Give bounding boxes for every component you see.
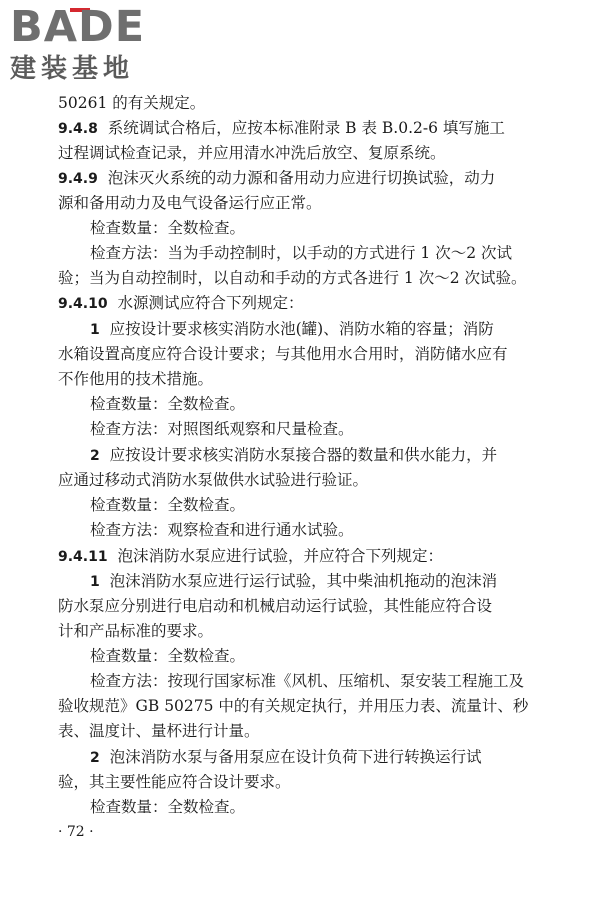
inspection-method: 检查方法：当为手动控制时，以手动的方式进行 1 次～2 次试 [90, 244, 513, 262]
item-1 [90, 318, 578, 341]
clause-number: 9.4.10 [58, 296, 108, 312]
item-number: 1 [90, 574, 100, 590]
clause-number: 9.4.8 [58, 121, 98, 137]
clause-text: 水源测试应符合下列规定： [117, 294, 304, 312]
clause-9-4-9 [58, 167, 578, 190]
inspection-quantity: 检查数量：全数检查。 [90, 219, 246, 237]
clause-9-4-11 [58, 545, 578, 568]
clause-number: 9.4.11 [58, 549, 108, 565]
inspection-quantity: 检查数量：全数检查。 [90, 496, 246, 514]
text-line: 源和备用动力及电气设备运行应正常。 [58, 194, 322, 212]
logo-subtitle: 建装基地 [10, 54, 135, 84]
inspection-quantity: 检查数量：全数检查。 [90, 798, 246, 816]
text-line: 应通过移动式消防水泵做供水试验进行验证。 [58, 471, 369, 489]
inspection-quantity: 检查数量：全数检查。 [90, 395, 246, 413]
clause-9-4-10 [58, 292, 578, 315]
clause-text: 系统调试合格后，应按本标准附录 B 表 B.0.2-6 填写施工 [107, 119, 505, 137]
item-text: 泡沫消防水泵与备用泵应在设计负荷下进行转换运行试 [109, 748, 482, 766]
clause-number: 9.4.9 [58, 171, 98, 187]
text-line: 验；当为自动控制时，以自动和手动的方式各进行 1 次～2 次试验。 [58, 269, 527, 287]
inspection-method: 检查方法：按现行国家标准《风机、压缩机、泵安装工程施工及 [90, 672, 525, 690]
item-number: 2 [90, 750, 100, 766]
text-line: 验收规范》GB 50275 中的有关规定执行，并用压力表、流量计、秒 [58, 697, 529, 715]
clause-9-4-8 [58, 117, 578, 140]
text-line: 表、温度计、量杯进行计量。 [58, 722, 260, 740]
text-line: 不作他用的技术措施。 [58, 370, 214, 388]
item-2 [90, 444, 578, 467]
text-line: 防水泵应分别进行电启动和机械启动运行试验，其性能应符合设 [58, 597, 493, 615]
clause-text: 泡沫消防水泵应进行试验，并应符合下列规定： [117, 547, 443, 565]
inspection-method: 检查方法：对照图纸观察和尺量检查。 [90, 420, 354, 438]
text-line: 50261 的有关规定。 [58, 94, 206, 112]
item-number: 2 [90, 448, 100, 464]
item-text: 泡沫消防水泵应进行运行试验，其中柴油机拖动的泡沫消 [109, 572, 498, 590]
clause-text: 泡沫灭火系统的动力源和备用动力应进行切换试验，动力 [107, 169, 496, 187]
inspection-method: 检查方法：观察检查和进行通水试验。 [90, 521, 354, 539]
logo [10, 4, 175, 84]
page-number: · 72 · [58, 824, 94, 840]
item-number: 1 [90, 322, 100, 338]
item-1 [90, 570, 578, 593]
text-line: 验，其主要性能应符合设计要求。 [58, 773, 291, 791]
text-line: 过程调试检查记录，并应用清水冲洗后放空、复原系统。 [58, 144, 446, 162]
item-2 [90, 746, 578, 769]
item-text: 应按设计要求核实消防水泵接合器的数量和供水能力，并 [109, 446, 498, 464]
logo-wordmark: BADE [10, 2, 146, 52]
item-text: 应按设计要求核实消防水池(罐)、消防水箱的容量；消防 [109, 320, 494, 338]
inspection-quantity: 检查数量：全数检查。 [90, 647, 246, 665]
text-line: 计和产品标准的要求。 [58, 622, 214, 640]
text-line: 水箱设置高度应符合设计要求；与其他用水合用时，消防储水应有 [58, 345, 508, 363]
